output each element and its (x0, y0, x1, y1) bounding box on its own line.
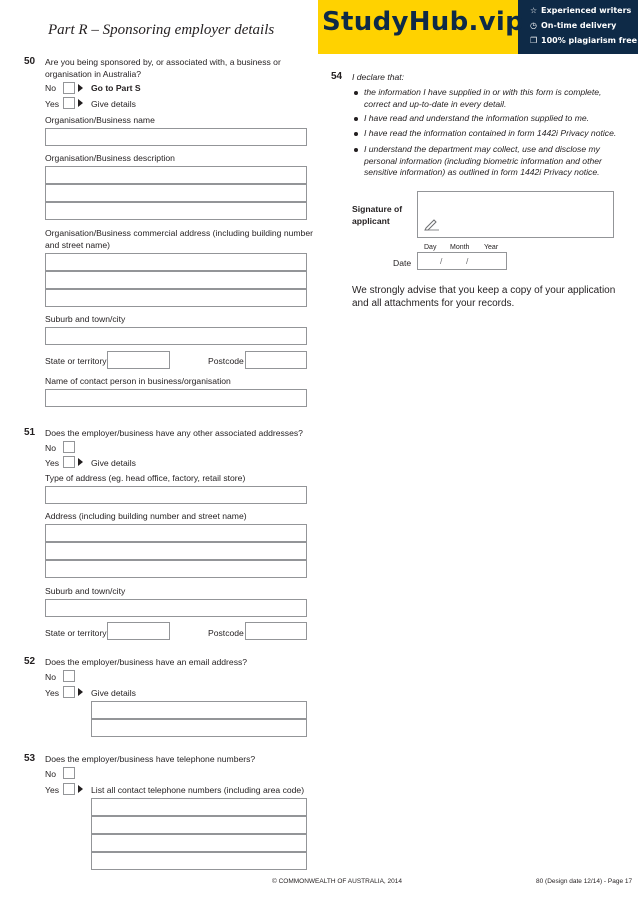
org-description-field[interactable] (45, 184, 307, 202)
declaration-item: I have read and understand the information supplied to me. (364, 113, 590, 123)
question-text: Does the employer/business have an email address? (45, 657, 248, 667)
promo-feature: ◷ On-time delivery (530, 21, 617, 30)
arrow-right-icon (78, 785, 83, 793)
arrow-right-icon (78, 458, 83, 466)
telephone-field[interactable] (91, 816, 307, 834)
address-type-field[interactable] (45, 486, 307, 504)
question-text: Does the employer/business have telephone numbers? (45, 754, 256, 764)
footer-copyright: © COMMONWEALTH OF AUSTRALIA, 2014 (272, 878, 402, 885)
promo-feature: ❐ 100% plagiarism free (530, 36, 638, 45)
field-label: Name of contact person in business/organisation (45, 376, 231, 386)
state-field[interactable] (107, 351, 170, 369)
advice-text: We strongly advise that you keep a copy of your application and all attachments for your records. (352, 285, 616, 309)
field-label: Postcode (208, 356, 244, 366)
field-label: Suburb and town/city (45, 314, 126, 324)
give-details-label: Give details (91, 458, 136, 468)
document-icon: ❐ (530, 36, 538, 45)
yes-label: Yes (45, 785, 60, 795)
star-icon: ☆ (530, 6, 538, 15)
field-label: Suburb and town/city (45, 586, 126, 596)
page-title: Part R – Sponsoring employer details (48, 22, 275, 38)
bullet-icon (354, 148, 358, 152)
yes-checkbox[interactable] (63, 97, 75, 109)
arrow-right-icon (78, 84, 83, 92)
org-description-field[interactable] (45, 166, 307, 184)
other-address-field[interactable] (45, 542, 307, 560)
give-details-label: Give details (91, 99, 136, 109)
promo-banner-logo-area (318, 0, 525, 54)
declaration-item: the information I have supplied in or with this form is complete, correct and up-to-date in every detail. (364, 87, 602, 109)
postcode-field[interactable] (245, 622, 307, 640)
year-label: Year (484, 244, 499, 251)
other-address-field[interactable] (45, 560, 307, 578)
field-label: Organisation/Business name (45, 115, 155, 125)
question-number: 53 (24, 753, 36, 764)
give-details-label: List all contact telephone numbers (including area code) (91, 785, 305, 795)
no-checkbox[interactable] (63, 767, 75, 779)
declaration-item: I understand the department may collect, use and disclose my personal information (including biometric information and other sensitive information) as outlined in form 1442i Privacy notice. (364, 144, 602, 177)
bullet-icon (354, 117, 358, 121)
question-number: 52 (24, 656, 36, 667)
question-text: Does the employer/business have any other associated addresses? (45, 428, 303, 438)
promo-feature: ☆ Experienced writers (530, 6, 632, 15)
telephone-field[interactable] (91, 798, 307, 816)
field-label: Address (including building number and street name) (45, 511, 247, 521)
clock-icon: ◷ (530, 21, 537, 30)
question-number: 51 (24, 427, 36, 438)
org-address-field[interactable] (45, 253, 307, 271)
telephone-field[interactable] (91, 852, 307, 870)
promo-banner[interactable] (318, 0, 638, 54)
yes-checkbox[interactable] (63, 783, 75, 795)
org-address-field[interactable] (45, 271, 307, 289)
postcode-field[interactable] (245, 351, 307, 369)
no-checkbox[interactable] (63, 441, 75, 453)
yes-label: Yes (45, 458, 60, 468)
date-label: Date (393, 258, 412, 268)
bullet-icon (354, 91, 358, 95)
org-address-field[interactable] (45, 289, 307, 307)
suburb-field[interactable] (45, 327, 307, 345)
field-label: Postcode (208, 628, 244, 638)
email-field[interactable] (91, 719, 307, 737)
day-label: Day (424, 244, 437, 251)
declaration-item: I have read the information contained in form 1442i Privacy notice. (364, 128, 617, 138)
field-label: Organisation/Business commercial address (including building number and street name) (45, 228, 313, 250)
question-text: Are you being sponsored by, or associated with, a business or organisation in Australia? (45, 57, 281, 79)
field-label: Organisation/Business description (45, 153, 175, 163)
arrow-right-icon (78, 99, 83, 107)
yes-label: Yes (45, 99, 60, 109)
yes-label: Yes (45, 688, 60, 698)
pen-icon (424, 217, 440, 231)
yes-checkbox[interactable] (63, 686, 75, 698)
no-label: No (45, 83, 56, 93)
no-label: No (45, 672, 56, 682)
telephone-field[interactable] (91, 834, 307, 852)
email-field[interactable] (91, 701, 307, 719)
go-to-part-s: Go to Part S (91, 83, 141, 93)
date-field[interactable] (417, 252, 507, 270)
no-checkbox[interactable] (63, 82, 75, 94)
question-number: 54 (331, 71, 343, 82)
declaration-intro: I declare that: (352, 72, 405, 82)
no-label: No (45, 443, 56, 453)
promo-logo: StudyHub.vip (322, 7, 525, 37)
org-description-field[interactable] (45, 202, 307, 220)
footer-page-info: 80 (Design date 12/14) - Page 17 (536, 878, 633, 885)
field-label: State or territory (45, 356, 107, 366)
org-name-field[interactable] (45, 128, 307, 146)
question-number: 50 (24, 56, 36, 67)
field-label: State or territory (45, 628, 107, 638)
signature-label: Signature of applicant (352, 204, 403, 226)
signature-field[interactable] (417, 191, 614, 238)
other-address-field[interactable] (45, 524, 307, 542)
yes-checkbox[interactable] (63, 456, 75, 468)
bullet-icon (354, 132, 358, 136)
no-label: No (45, 769, 56, 779)
month-label: Month (450, 244, 470, 251)
field-label: Type of address (eg. head office, factory, retail store) (45, 473, 246, 483)
date-separator: / (440, 256, 443, 266)
give-details-label: Give details (91, 688, 136, 698)
contact-person-field[interactable] (45, 389, 307, 407)
no-checkbox[interactable] (63, 670, 75, 682)
suburb-field[interactable] (45, 599, 307, 617)
arrow-right-icon (78, 688, 83, 696)
state-field[interactable] (107, 622, 170, 640)
date-separator: / (466, 256, 469, 266)
